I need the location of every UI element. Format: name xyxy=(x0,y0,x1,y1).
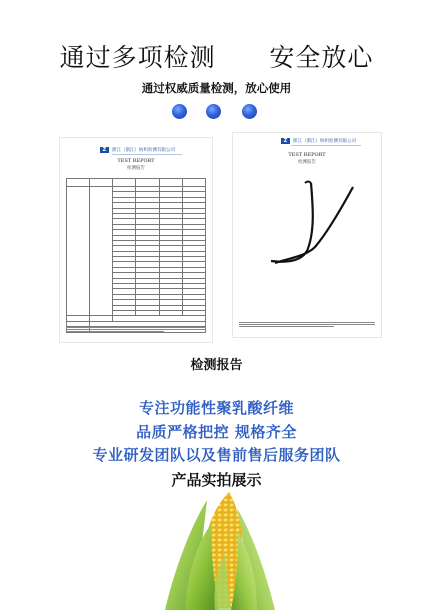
report-subtitle: 检测报告 xyxy=(127,166,145,171)
logo-underline xyxy=(112,154,182,155)
feature-line-3: 专业研发团队以及售前售后服务团队 xyxy=(92,446,341,464)
report-footer xyxy=(239,321,375,327)
test-report-label: 检测报告 xyxy=(190,358,243,373)
test-report-image-right xyxy=(233,133,381,337)
dot-icon xyxy=(206,104,221,119)
report-logo xyxy=(100,147,175,153)
subline: 通过权威质量检测，放心使用 xyxy=(141,81,292,95)
fiber-sample-photo xyxy=(241,177,373,267)
report-subtitle: 检测报告 xyxy=(298,160,316,165)
report-title: TEST REPORT xyxy=(117,158,155,164)
dot-icon xyxy=(242,104,257,119)
report-footer xyxy=(66,326,206,332)
logo-mark-icon: Z xyxy=(100,147,109,153)
logo-mark-icon: Z xyxy=(281,138,290,144)
report-title: TEST REPORT xyxy=(288,152,326,158)
feature-line-1: 专注功能性聚乳酸纤维 xyxy=(138,399,294,417)
report-table xyxy=(66,178,206,333)
logo-text: 浙江（浙江）纺织检测有限公司 xyxy=(293,139,356,144)
logo-underline xyxy=(291,145,361,146)
corn-image xyxy=(145,458,295,611)
test-report-image-left xyxy=(60,138,212,342)
decorative-dots xyxy=(0,104,433,122)
product-photo-title: 产品实拍展示 xyxy=(171,471,262,489)
dot-icon xyxy=(172,104,187,119)
feature-line-2: 品质严格把控 规格齐全 xyxy=(136,423,297,441)
headline: 通过多项检测 安全放心 xyxy=(59,43,374,72)
report-logo xyxy=(281,138,356,144)
logo-text: 浙江（浙江）纺织检测有限公司 xyxy=(112,148,175,153)
